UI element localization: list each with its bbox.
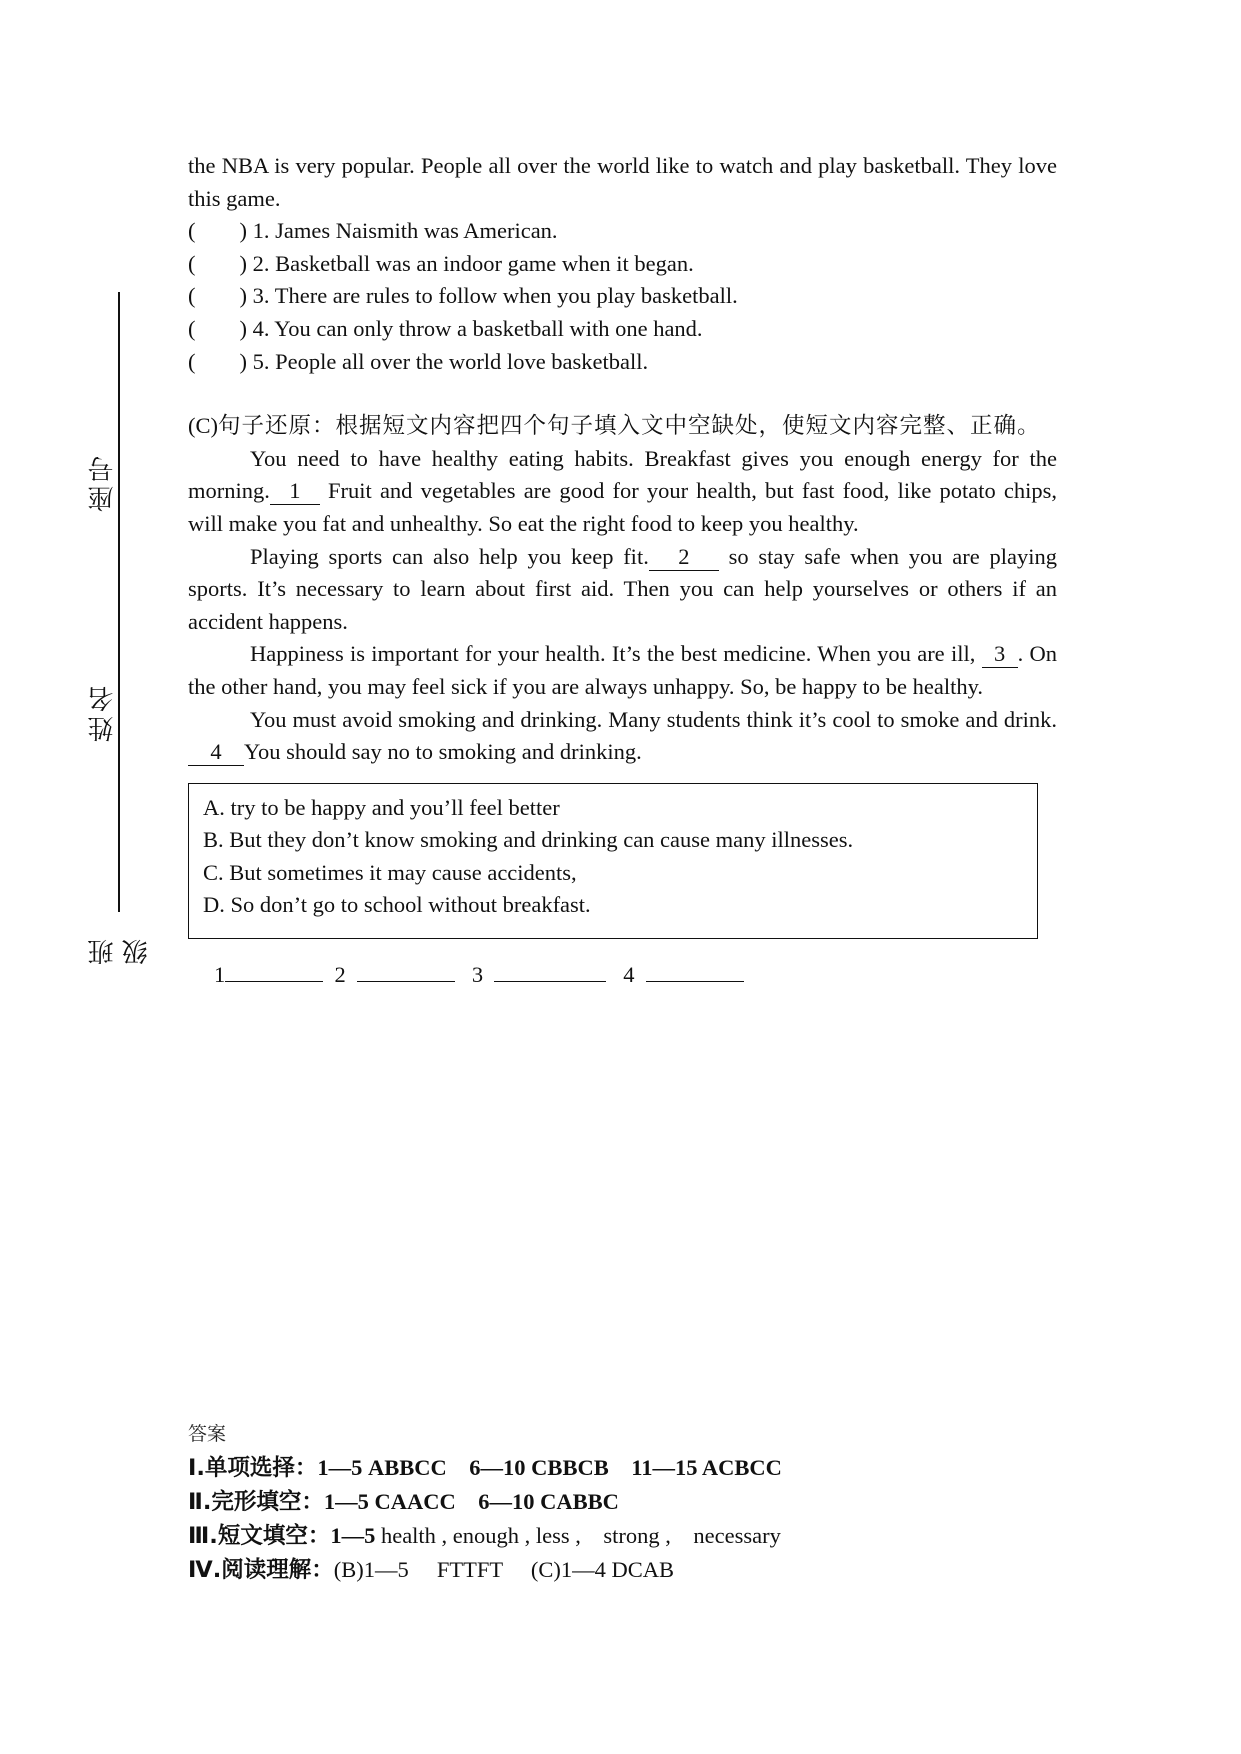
section-c-instruction: (C)句子还原：根据短文内容把四个句子填入文中空缺处，使短文内容完整、正确。 (188, 413, 1041, 440)
answer-key-row: Ⅱ.完形填空：1—5 CAACC 6—10 CABBC (188, 1489, 619, 1515)
answer-key-row: Ⅰ.单项选择：1—5 ABBCC 6—10 CBBCB 11—15 ACBCC (188, 1455, 782, 1481)
seat-number-label: 座号 (88, 452, 118, 512)
option-c: C. But sometimes it may cause accidents, (203, 859, 577, 885)
answer-blank-1[interactable] (225, 957, 323, 982)
answer-key (188, 1418, 1088, 1587)
answer-blank-2[interactable] (357, 957, 455, 982)
binding-margin (88, 292, 152, 978)
true-false-list (188, 215, 1057, 378)
answer-blanks-row: 1 2 3 4 (188, 957, 1057, 992)
tf-question: ( ) 1. James Naismith was American. (188, 218, 558, 244)
answer-key-row: Ⅳ.阅读理解：(B)1—5 FTTFT (C)1—4 DCAB (188, 1557, 675, 1583)
option-b: B. But they don’t know smoking and drinking can cause many illnesses. (203, 827, 854, 853)
passage-paragraph: You need to have healthy eating habits. Breakfast gives you enough energy for the morning. 1 Fruit and vegetables are good for your health, but fast food, like potato chips, will make you fat and unhealthy. So eat the right food to keep you healthy. (188, 445, 1057, 536)
answer-blank-3[interactable] (494, 957, 606, 982)
gap-blank: 1 (270, 478, 320, 505)
option-d: D. So don’t go to school without breakfast. (203, 892, 591, 918)
class-label: 班级 (88, 935, 152, 965)
tf-question: ( ) 3. There are rules to follow when you play basketball. (188, 283, 738, 309)
gap-blank: 3 (982, 641, 1018, 668)
passage-paragraph: Happiness is important for your health. It’s the best medicine. When you are ill, 3 . On the other hand, you may feel sick if you are always unhappy. So, be happy to be healthy. (188, 641, 1058, 699)
passage-paragraph: Playing sports can also help you keep fit. 2 so stay safe when you are playing sports. It’s necessary to learn about first aid. Then you can help yourselves or others if an accident happens. (188, 543, 1057, 634)
tf-question: ( ) 2. Basketball was an indoor game when it began. (188, 250, 694, 276)
student-name-label: 姓名 (88, 682, 118, 742)
tf-question: ( ) 5. People all over the world love basketball. (188, 348, 649, 374)
answer-blank-4[interactable] (646, 957, 744, 982)
gap-blank: 4 (188, 739, 244, 766)
passage-paragraph: You must avoid smoking and drinking. Many students think it’s cool to smoke and drink.4 You should say no to smoking and drinking. (188, 704, 1057, 769)
worksheet-content (188, 150, 1057, 992)
option-a: A. try to be happy and you’ll feel better (203, 794, 560, 820)
answer-key-row: Ⅲ.短文填空：1—5 health , enough , less , strong , necessary (188, 1523, 781, 1549)
tf-question: ( ) 4. You can only throw a basketball with one hand. (188, 315, 703, 341)
answer-key-title: 答案 (188, 1423, 227, 1445)
options-box (188, 783, 1038, 939)
passage-b-ending: the NBA is very popular. People all over the world like to watch and play basketball. They love this game. (188, 153, 1057, 211)
gap-blank: 2 (649, 544, 719, 571)
binding-line (118, 292, 120, 912)
